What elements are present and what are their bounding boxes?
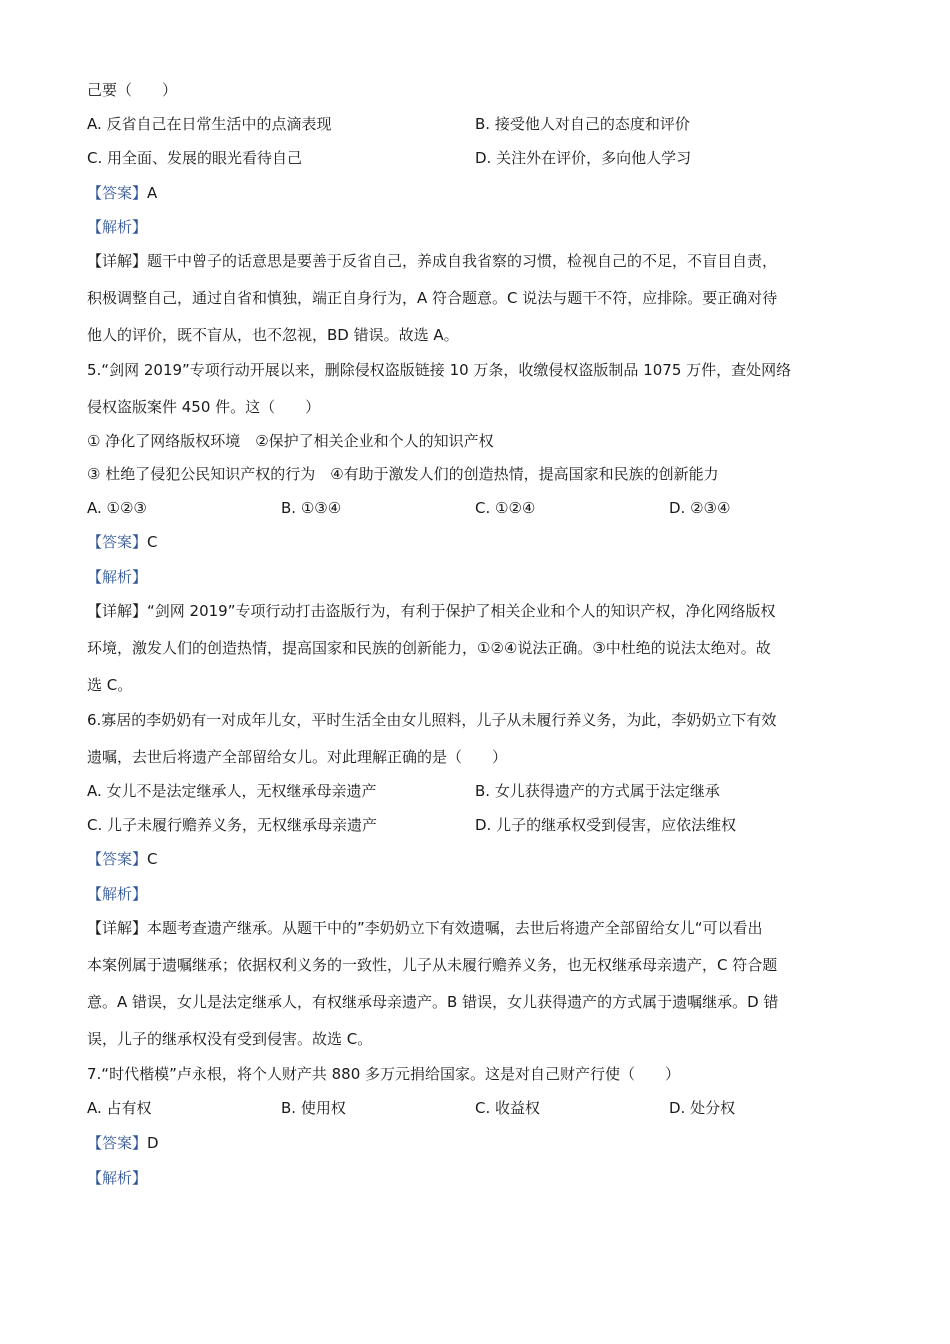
q5-option-d: D. ②③④: [669, 499, 731, 517]
answer-tag: 【答案】: [87, 533, 148, 551]
q4-option-d: D. 关注外在评价，多向他人学习: [475, 149, 692, 167]
detail-tag: 【详解】: [87, 919, 148, 937]
q6-stem-2: 遗嘱，去世后将遗产全部留给女儿。对此理解正确的是（ ）: [87, 748, 508, 766]
q5-answer: [87, 531, 158, 553]
detail-tag: 【详解】: [87, 252, 148, 270]
q6-detail-2: 本案例属于遗嘱继承；依据权利义务的一致性，儿子从未履行赡养义务，也无权继承母亲遗产，C 符合题: [87, 956, 778, 974]
q4-analysis-tag: 【解析】: [87, 218, 148, 236]
q4-answer: [87, 182, 157, 204]
q6-option-d: D. 儿子的继承权受到侵害，应依法维权: [475, 816, 737, 834]
q4-option-a: A. 反省自己在日常生活中的点滴表现: [87, 115, 332, 133]
q5-stem-1: 5.“剑网 2019”专项行动开展以来，删除侵权盗版链接 10 万条，收缴侵权盗版制品 1075 万件，查处网络: [87, 361, 792, 379]
q4-stem-end: 己要（ ）: [87, 81, 178, 99]
q5-detail-3: 选 C。: [87, 676, 133, 694]
q6-stem-1: 6.寡居的李奶奶有一对成年儿女，平时生活全由女儿照料，儿子从未履行养义务，为此，李奶奶立下有效: [87, 711, 777, 729]
q5-option-b: B. ①③④: [281, 499, 342, 517]
q6-option-b: B. 女儿获得遗产的方式属于法定继承: [475, 782, 720, 800]
q5-option-a: A. ①②③: [87, 499, 147, 517]
q5-items-2: ③ 杜绝了侵犯公民知识产权的行为 ④有助于激发人们的创造热情，提高国家和民族的创新能力: [87, 465, 719, 483]
answer-tag: 【答案】: [87, 184, 148, 202]
q6-option-c: C. 儿子未履行赡养义务，无权继承母亲遗产: [87, 816, 378, 834]
q7-option-a: A. 占有权: [87, 1099, 152, 1117]
q6-detail-4: 误，儿子的继承权没有受到侵害。故选 C。: [87, 1030, 373, 1048]
q7-option-b: B. 使用权: [281, 1099, 346, 1117]
q6-answer: [87, 848, 158, 870]
q4-detail-1: [87, 250, 777, 272]
answer-value: C: [147, 850, 158, 868]
q4-option-c: C. 用全面、发展的眼光看待自己: [87, 149, 303, 167]
q6-option-a: A. 女儿不是法定继承人，无权继承母亲遗产: [87, 782, 377, 800]
answer-tag: 【答案】: [87, 850, 148, 868]
q4-detail-2: 积极调整自己，通过自省和慎独，端正自身行为，A 符合题意。C 说法与题干不符，应排除。要正确对待: [87, 289, 778, 307]
detail-text: “剑网 2019”专项行动打击盗版行为，有利于保护了相关企业和个人的知识产权，净化网络版权: [147, 602, 776, 620]
detail-text: 本题考查遗产继承。从题干中的”李奶奶立下有效遗嘱，去世后将遗产全部留给女儿“可以看出: [147, 919, 763, 937]
q5-items-1: ① 净化了网络版权环境 ②保护了相关企业和个人的知识产权: [87, 432, 494, 450]
q7-option-c: C. 收益权: [475, 1099, 541, 1117]
detail-tag: 【详解】: [87, 602, 148, 620]
q7-option-d: D. 处分权: [669, 1099, 736, 1117]
answer-tag: 【答案】: [87, 1134, 148, 1152]
q4-option-b: B. 接受他人对自己的态度和评价: [475, 115, 690, 133]
answer-value: D: [147, 1134, 159, 1152]
q5-option-c: C. ①②④: [475, 499, 536, 517]
answer-value: C: [147, 533, 158, 551]
answer-value: A: [147, 184, 158, 202]
q5-stem-2: 侵权盗版案件 450 件。这（ ）: [87, 398, 321, 416]
q6-analysis-tag: 【解析】: [87, 885, 148, 903]
q5-detail-2: 环境，激发人们的创造热情，提高国家和民族的创新能力，①②④说法正确。③中杜绝的说法太绝对。故: [87, 639, 771, 657]
q5-detail-1: [87, 600, 776, 622]
q7-analysis-tag: 【解析】: [87, 1169, 148, 1187]
q7-stem: 7.“时代楷模”卢永根，将个人财产共 880 多万元捐给国家。这是对自己财产行使（ ）: [87, 1065, 681, 1083]
q4-detail-3: 他人的评价，既不盲从，也不忽视，BD 错误。故选 A。: [87, 326, 459, 344]
q6-detail-3: 意。A 错误，女儿是法定继承人，有权继承母亲遗产。B 错误，女儿获得遗产的方式属于遗嘱继承。D 错: [87, 993, 779, 1011]
q7-answer: [87, 1132, 159, 1154]
q6-detail-1: [87, 917, 763, 939]
detail-text: 题干中曾子的话意思是要善于反省自己，养成自我省察的习惯，检视自己的不足，不盲目自责，: [147, 252, 778, 270]
q5-analysis-tag: 【解析】: [87, 568, 148, 586]
